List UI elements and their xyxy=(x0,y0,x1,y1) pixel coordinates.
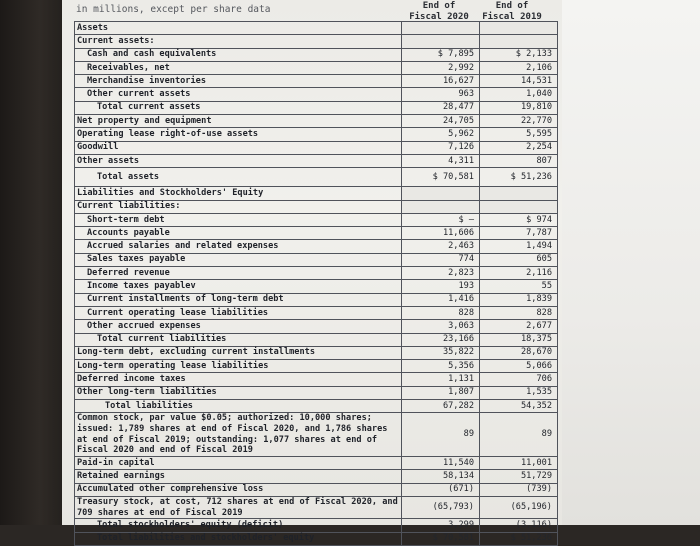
value-fiscal-2019: $ 51,236 xyxy=(480,168,558,187)
row-label: Goodwill xyxy=(75,141,402,154)
value-fiscal-2019: 1,535 xyxy=(480,386,558,399)
table-row xyxy=(75,187,558,200)
table-row xyxy=(75,22,558,35)
value-fiscal-2020 xyxy=(402,35,480,48)
value-fiscal-2019: 2,116 xyxy=(480,267,558,280)
value-fiscal-2019: 22,770 xyxy=(480,115,558,128)
background-right xyxy=(555,0,700,525)
value-fiscal-2019 xyxy=(480,200,558,213)
value-fiscal-2019: 605 xyxy=(480,253,558,266)
value-fiscal-2019: 807 xyxy=(480,154,558,167)
row-label: Total assets xyxy=(75,168,402,187)
row-label: Operating lease right-of-use assets xyxy=(75,128,402,141)
row-label: Retained earnings xyxy=(75,470,402,483)
value-fiscal-2019: 5,595 xyxy=(480,128,558,141)
value-fiscal-2019: 18,375 xyxy=(480,333,558,346)
column-header-fiscal-2020: End of Fiscal 2020 xyxy=(409,1,469,22)
row-label: Paid-in capital xyxy=(75,457,402,470)
row-label: Total liabilities xyxy=(75,400,402,413)
row-label: Deferred income taxes xyxy=(75,373,402,386)
table-row xyxy=(75,373,558,386)
table-row xyxy=(75,532,558,545)
value-fiscal-2020: 963 xyxy=(402,88,480,101)
row-label: Short-term debt xyxy=(75,213,402,226)
value-fiscal-2019: 11,001 xyxy=(480,457,558,470)
value-fiscal-2020: 89 xyxy=(402,413,480,457)
table-row xyxy=(75,101,558,114)
row-label: Liabilities and Stockholders' Equity xyxy=(75,187,402,200)
value-fiscal-2019 xyxy=(480,22,558,35)
value-fiscal-2020: 1,131 xyxy=(402,373,480,386)
value-fiscal-2020: 23,166 xyxy=(402,333,480,346)
value-fiscal-2020: 35,822 xyxy=(402,346,480,359)
value-fiscal-2019: 2,254 xyxy=(480,141,558,154)
table-row xyxy=(75,293,558,306)
value-fiscal-2019: 2,677 xyxy=(480,320,558,333)
row-label: Current assets: xyxy=(75,35,402,48)
value-fiscal-2020: 4,311 xyxy=(402,154,480,167)
value-fiscal-2020: 2,823 xyxy=(402,267,480,280)
value-fiscal-2020: 67,282 xyxy=(402,400,480,413)
table-row xyxy=(75,400,558,413)
value-fiscal-2020: 24,705 xyxy=(402,115,480,128)
row-label: Long-term debt, excluding current installments xyxy=(75,346,402,359)
row-label: Common stock, par value $0.05; authorized: 10,000 shares; issued: 1,789 shares at end of Fiscal 2020, and 1,786 shares at end of Fiscal 2019; outstanding: 1,077 shares at end of Fiscal 2020 and end of Fiscal 2019 xyxy=(75,413,402,457)
value-fiscal-2020: 1,416 xyxy=(402,293,480,306)
value-fiscal-2020: 5,356 xyxy=(402,360,480,373)
value-fiscal-2020 xyxy=(402,200,480,213)
value-fiscal-2019: 1,040 xyxy=(480,88,558,101)
value-fiscal-2020: 5,962 xyxy=(402,128,480,141)
row-label: Cash and cash equivalents xyxy=(75,48,402,61)
value-fiscal-2020: 2,992 xyxy=(402,61,480,74)
table-row xyxy=(75,320,558,333)
value-fiscal-2020: $ 70,581 xyxy=(402,168,480,187)
row-label: Current installments of long-term debt xyxy=(75,293,402,306)
table-row xyxy=(75,168,558,187)
value-fiscal-2020: (671) xyxy=(402,483,480,496)
table-row xyxy=(75,267,558,280)
row-label: Other long-term liabilities xyxy=(75,386,402,399)
row-label: Accounts payable xyxy=(75,227,402,240)
table-row xyxy=(75,141,558,154)
value-fiscal-2020: $ — xyxy=(402,213,480,226)
row-label: Accrued salaries and related expenses xyxy=(75,240,402,253)
value-fiscal-2019: 1,839 xyxy=(480,293,558,306)
row-label: Current liabilities: xyxy=(75,200,402,213)
table-row xyxy=(75,386,558,399)
column-header-fiscal-2019: End of Fiscal 2019 xyxy=(482,1,542,22)
table-row xyxy=(75,280,558,293)
value-fiscal-2020: 828 xyxy=(402,306,480,319)
row-label: Net property and equipment xyxy=(75,115,402,128)
value-fiscal-2019: $ 51,236 xyxy=(480,532,558,545)
table-row xyxy=(75,35,558,48)
row-label: Long-term operating lease liabilities xyxy=(75,360,402,373)
row-label: Total liabilities and stockholders' equity xyxy=(75,532,402,545)
value-fiscal-2019: (3,116) xyxy=(480,519,558,532)
row-label: Income taxes payablev xyxy=(75,280,402,293)
monitor-bezel-left xyxy=(0,0,66,525)
table-row xyxy=(75,413,558,457)
row-label: Other assets xyxy=(75,154,402,167)
row-label: Merchandise inventories xyxy=(75,75,402,88)
value-fiscal-2019: 19,810 xyxy=(480,101,558,114)
table-row xyxy=(75,200,558,213)
table-row xyxy=(75,61,558,74)
value-fiscal-2019 xyxy=(480,187,558,200)
value-fiscal-2020: 16,627 xyxy=(402,75,480,88)
balance-sheet-document xyxy=(62,0,562,544)
value-fiscal-2020: 3,299 xyxy=(402,519,480,532)
row-label: Total stockholders' equity (deficit) xyxy=(75,519,402,532)
value-fiscal-2019: 706 xyxy=(480,373,558,386)
value-fiscal-2019: 828 xyxy=(480,306,558,319)
row-label: Sales taxes payable xyxy=(75,253,402,266)
value-fiscal-2020 xyxy=(402,22,480,35)
units-caption: in millions, except per share data xyxy=(76,4,271,15)
value-fiscal-2020 xyxy=(402,187,480,200)
table-row xyxy=(75,519,558,532)
value-fiscal-2020: 774 xyxy=(402,253,480,266)
value-fiscal-2020: 7,126 xyxy=(402,141,480,154)
table-row xyxy=(75,88,558,101)
value-fiscal-2019: (65,196) xyxy=(480,497,558,519)
value-fiscal-2020: 193 xyxy=(402,280,480,293)
value-fiscal-2020: 11,540 xyxy=(402,457,480,470)
table-row xyxy=(75,360,558,373)
value-fiscal-2019: 2,106 xyxy=(480,61,558,74)
table-row xyxy=(75,48,558,61)
value-fiscal-2019: (739) xyxy=(480,483,558,496)
value-fiscal-2019: 7,787 xyxy=(480,227,558,240)
table-row xyxy=(75,306,558,319)
table-row xyxy=(75,346,558,359)
value-fiscal-2020: $ 7,895 xyxy=(402,48,480,61)
row-label: Total current liabilities xyxy=(75,333,402,346)
value-fiscal-2019: 89 xyxy=(480,413,558,457)
value-fiscal-2019: 54,352 xyxy=(480,400,558,413)
table-row xyxy=(75,253,558,266)
value-fiscal-2020: 58,134 xyxy=(402,470,480,483)
value-fiscal-2020: 11,606 xyxy=(402,227,480,240)
value-fiscal-2019 xyxy=(480,35,558,48)
row-label: Total current assets xyxy=(75,101,402,114)
table-row xyxy=(75,128,558,141)
row-label: Other accrued expenses xyxy=(75,320,402,333)
table-row xyxy=(75,497,558,519)
table-row xyxy=(75,227,558,240)
table-row xyxy=(75,240,558,253)
value-fiscal-2019: 5,066 xyxy=(480,360,558,373)
table-row xyxy=(75,154,558,167)
value-fiscal-2019: 28,670 xyxy=(480,346,558,359)
value-fiscal-2019: $ 2,133 xyxy=(480,48,558,61)
value-fiscal-2019: 55 xyxy=(480,280,558,293)
row-label: Current operating lease liabilities xyxy=(75,306,402,319)
value-fiscal-2019: 51,729 xyxy=(480,470,558,483)
table-row xyxy=(75,483,558,496)
value-fiscal-2019: 14,531 xyxy=(480,75,558,88)
value-fiscal-2020: 28,477 xyxy=(402,101,480,114)
balance-sheet-table xyxy=(74,21,558,546)
value-fiscal-2020: 3,063 xyxy=(402,320,480,333)
table-row xyxy=(75,457,558,470)
row-label: Other current assets xyxy=(75,88,402,101)
value-fiscal-2020: 2,463 xyxy=(402,240,480,253)
row-label: Accumulated other comprehensive loss xyxy=(75,483,402,496)
row-label: Treasury stock, at cost, 712 shares at end of Fiscal 2020, and 709 shares at end of Fiscal 2019 xyxy=(75,497,402,519)
value-fiscal-2020: $ 70,581 xyxy=(402,532,480,545)
value-fiscal-2019: 1,494 xyxy=(480,240,558,253)
row-label: Assets xyxy=(75,22,402,35)
row-label: Deferred revenue xyxy=(75,267,402,280)
table-row xyxy=(75,333,558,346)
table-row xyxy=(75,75,558,88)
value-fiscal-2020: (65,793) xyxy=(402,497,480,519)
value-fiscal-2020: 1,807 xyxy=(402,386,480,399)
table-row xyxy=(75,213,558,226)
table-row xyxy=(75,115,558,128)
value-fiscal-2019: $ 974 xyxy=(480,213,558,226)
table-row xyxy=(75,470,558,483)
row-label: Receivables, net xyxy=(75,61,402,74)
